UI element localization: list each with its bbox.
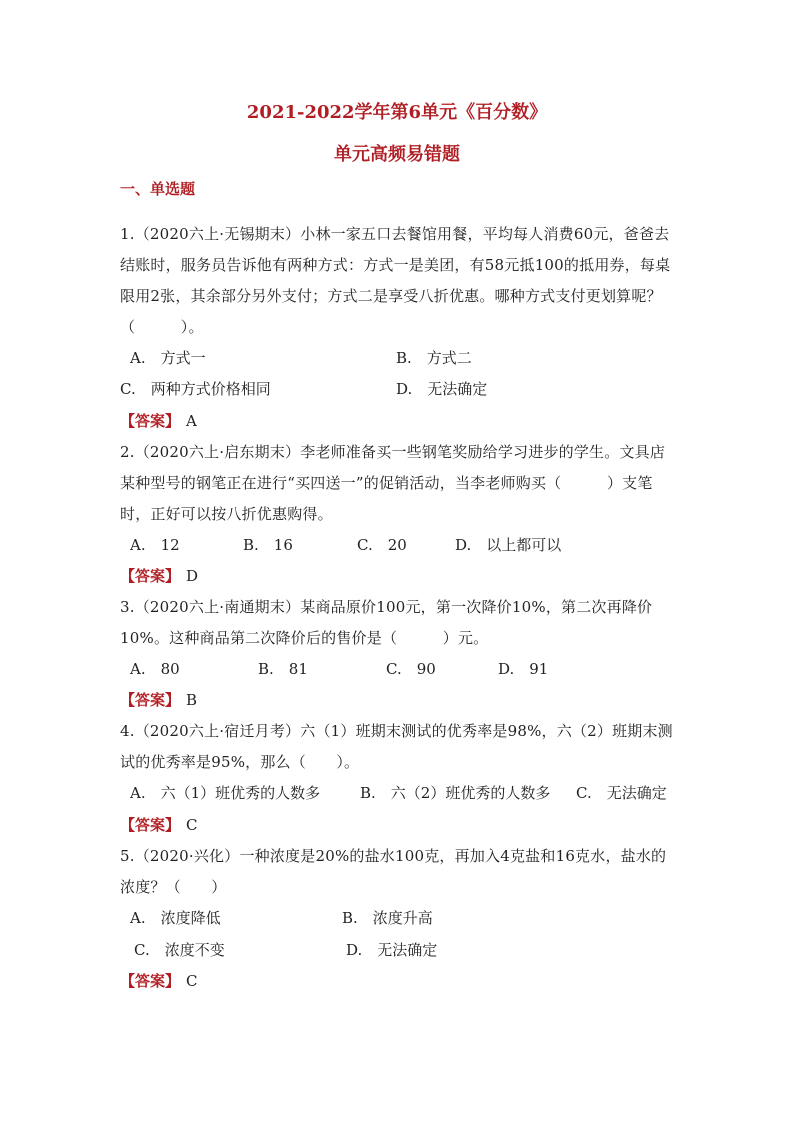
section-heading: 一、单选题 <box>120 180 196 198</box>
answer-value: A <box>186 412 197 430</box>
question-3-answer <box>120 688 197 712</box>
question-1-text: 1.（2020六上·无锡期末）小林一家五口去餐馆用餐，平均每人消费60元，爸爸去结账时，服务员告诉他有两种方式：方式一是美团，有58元抵100的抵用券，每桌限用2张，其余部分另外支付；方式二是享受八折优惠。哪种方式支付更划算呢？（ ）。 <box>120 225 671 336</box>
question-5-text: 5.（2020·兴化）一种浓度是20%的盐水100克，再加入4克盐和16克水，盐水的浓度？（ ） <box>120 847 667 896</box>
question-1-option-a: A. 方式一 <box>130 349 206 367</box>
question-5-option-b: B. 浓度升高 <box>342 909 433 927</box>
question-5-option-a: A. 浓度降低 <box>130 909 221 927</box>
answer-label: 【答案】 <box>120 972 181 990</box>
question-5-options <box>120 906 680 930</box>
question-2-option-c: C. 20 <box>357 536 407 554</box>
question-1-options <box>120 346 680 370</box>
question-2-answer <box>120 564 198 588</box>
question-4-option-c: C. 无法确定 <box>576 784 667 802</box>
document-subtitle: 单元高频易错题 <box>334 144 460 165</box>
document-title: 2021-2022学年第6单元《百分数》 <box>246 102 548 123</box>
question-4-text: 4.（2020六上·宿迁月考）六（1）班期末测试的优秀率是98%，六（2）班期末测试的优秀率是95%，那么（ ）。 <box>120 722 673 771</box>
question-5-option-d: D. 无法确定 <box>346 941 438 959</box>
question-4-option-a: A. 六（1）班优秀的人数多 <box>130 784 321 802</box>
question-2-option-b: B. 16 <box>243 536 293 554</box>
question-5-option-c: C. 浓度不变 <box>134 941 225 959</box>
answer-value: D <box>186 567 199 585</box>
question-4-options <box>120 781 680 805</box>
question-3-text: 3.（2020六上·南通期末）某商品原价100元，第一次降价10%，第二次再降价10%。这种商品第二次降价后的售价是（ ）元。 <box>120 598 653 647</box>
answer-value: C <box>186 816 198 834</box>
question-1-option-d: D. 无法确定 <box>396 380 488 398</box>
question-2-option-a: A. 12 <box>130 536 180 554</box>
answer-value: B <box>186 691 198 709</box>
question-1-options-row2 <box>120 377 680 401</box>
question-4-option-b: B. 六（2）班优秀的人数多 <box>360 784 551 802</box>
question-4-answer <box>120 813 198 837</box>
question-1-option-c: C. 两种方式价格相同 <box>120 380 271 398</box>
answer-label: 【答案】 <box>120 816 181 834</box>
question-5-answer <box>120 969 198 993</box>
question-1-answer <box>120 409 197 433</box>
question-3-options <box>120 657 680 681</box>
answer-label: 【答案】 <box>120 412 181 430</box>
question-3-option-b: B. 81 <box>258 660 308 678</box>
question-2-option-d: D. 以上都可以 <box>455 536 562 554</box>
question-3-option-a: A. 80 <box>130 660 180 678</box>
answer-label: 【答案】 <box>120 691 181 709</box>
question-3-option-c: C. 90 <box>386 660 436 678</box>
question-2-text: 2.（2020六上·启东期末）李老师准备买一些钢笔奖励给学习进步的学生。文具店某种型号的钢笔正在进行“买四送一”的促销活动，当李老师购买（ ）支笔时，正好可以按八折优惠购得。 <box>120 443 666 523</box>
answer-value: C <box>186 972 198 990</box>
question-3-option-d: D. 91 <box>498 660 549 678</box>
question-2-options <box>120 533 680 557</box>
question-5-options-row2 <box>120 938 680 962</box>
answer-label: 【答案】 <box>120 567 181 585</box>
question-1-option-b: B. 方式二 <box>396 349 472 367</box>
